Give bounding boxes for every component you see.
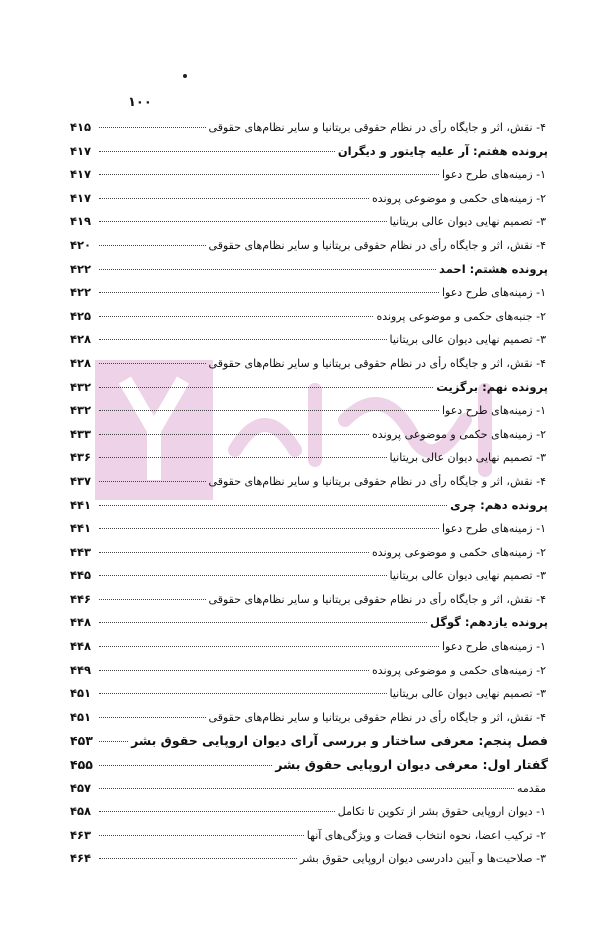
toc-entry-title: ۲- زمینه‌های حکمی و موضوعی پرونده <box>372 427 546 441</box>
dot-leader <box>99 127 206 128</box>
toc-entry-title: ۲- جنبه‌های حکمی و موضوعی پرونده <box>376 309 546 323</box>
toc-entry-page: ۴۴۹ <box>70 662 92 677</box>
toc-entry-page: ۴۴۸ <box>70 639 92 654</box>
toc-entry-title: ۴- نقش، اثر و جایگاه رأی در نظام حقوقی بریتانیا و سایر نظام‌های حقوقی <box>208 710 546 724</box>
toc-entry-title: ۳- تصمیم نهایی دیوان عالی بریتانیا <box>389 687 546 701</box>
toc-entry-page: ۴۴۶ <box>70 591 92 606</box>
toc-entry <box>70 356 548 380</box>
toc-entry <box>70 120 548 144</box>
toc-entry-title: پرونده دهم: چری <box>450 497 548 512</box>
toc-entry <box>70 498 548 522</box>
dot-leader <box>99 622 427 623</box>
dot-leader <box>99 363 206 364</box>
toc-entry <box>70 167 548 191</box>
toc-entry-title: گفتار اول: معرفی دیوان اروپایی حقوق بشر <box>275 757 548 773</box>
dot-leader <box>99 528 439 529</box>
dot-leader <box>99 835 304 836</box>
page-number: ۱۰۰ <box>128 95 152 110</box>
toc-entry-title: پرونده هشتم: احمد <box>439 261 548 276</box>
table-of-contents <box>70 120 548 875</box>
toc-entry <box>70 733 548 757</box>
page-dot-mark <box>183 74 187 78</box>
toc-entry-title: ۴- نقش، اثر و جایگاه رأی در نظام حقوقی بریتانیا و سایر نظام‌های حقوقی <box>208 474 546 488</box>
toc-entry-title: ۲- زمینه‌های حکمی و موضوعی پرونده <box>372 545 546 559</box>
dot-leader <box>99 505 447 506</box>
dot-leader <box>99 481 206 482</box>
toc-entry-page: ۴۲۲ <box>70 285 92 300</box>
toc-entry-title: ۱- زمینه‌های طرح دعوا <box>441 286 546 300</box>
dot-leader <box>99 198 369 199</box>
toc-entry-page: ۴۲۰ <box>70 237 92 252</box>
toc-entry-page: ۴۴۱ <box>70 521 92 536</box>
dot-leader <box>99 765 272 766</box>
dot-leader <box>99 457 387 458</box>
toc-entry-page: ۴۳۲ <box>70 403 92 418</box>
dot-leader <box>99 316 373 317</box>
toc-entry-title: ۳- تصمیم نهایی دیوان عالی بریتانیا <box>389 215 546 229</box>
dot-leader <box>99 552 369 553</box>
dot-leader <box>99 693 387 694</box>
toc-entry-page: ۴۱۷ <box>70 167 92 182</box>
toc-entry <box>70 332 548 356</box>
toc-entry-title: ۱- زمینه‌های طرح دعوا <box>441 168 546 182</box>
toc-entry-page: ۴۵۷ <box>70 780 92 795</box>
toc-entry <box>70 568 548 592</box>
toc-entry <box>70 450 548 474</box>
toc-entry-title: ۴- نقش، اثر و جایگاه رأی در نظام حقوقی بریتانیا و سایر نظام‌های حقوقی <box>208 356 546 370</box>
dot-leader <box>99 221 387 222</box>
dot-leader <box>99 174 439 175</box>
toc-entry <box>70 144 548 168</box>
toc-entry-title: ۴- نقش، اثر و جایگاه رأی در نظام حقوقی بریتانیا و سایر نظام‌های حقوقی <box>208 592 546 606</box>
toc-entry <box>70 545 548 569</box>
dot-leader <box>99 151 335 152</box>
toc-entry <box>70 639 548 663</box>
dot-leader <box>99 741 128 742</box>
toc-entry-title: ۳- تصمیم نهایی دیوان عالی بریتانیا <box>389 451 546 465</box>
toc-entry <box>70 238 548 262</box>
toc-entry-page: ۴۶۴ <box>70 851 92 866</box>
dot-leader <box>99 410 439 411</box>
toc-entry-page: ۴۱۷ <box>70 190 92 205</box>
dot-leader <box>99 339 387 340</box>
toc-entry-page: ۴۵۱ <box>70 686 92 701</box>
toc-entry-title: ۳- تصمیم نهایی دیوان عالی بریتانیا <box>389 333 546 347</box>
toc-entry-title: ۲- زمینه‌های حکمی و موضوعی پرونده <box>372 191 546 205</box>
toc-entry <box>70 285 548 309</box>
toc-entry-title: ۲- ترکیب اعضا، نحوه انتخاب قضات و ویژگی‌های آنها <box>306 828 546 842</box>
dot-leader <box>99 646 439 647</box>
dot-leader <box>99 245 206 246</box>
toc-entry-title: ۱- دیوان اروپایی حقوق بشر از تکوین تا تکامل <box>337 805 546 819</box>
toc-entry-title: مقدمه <box>516 781 546 795</box>
toc-entry-page: ۴۵۳ <box>70 733 93 749</box>
dot-leader <box>99 292 439 293</box>
toc-entry <box>70 828 548 852</box>
toc-entry-title: ۴- نقش، اثر و جایگاه رأی در نظام حقوقی بریتانیا و سایر نظام‌های حقوقی <box>208 121 546 134</box>
toc-entry-title: ۱- زمینه‌های طرح دعوا <box>441 640 546 654</box>
toc-entry-title: پرونده هفتم: آر علیه چایتور و دیگران <box>337 143 548 158</box>
toc-entry-page: ۴۴۵ <box>70 568 92 583</box>
dot-leader <box>99 670 369 671</box>
toc-entry-page: ۴۳۲ <box>70 379 92 394</box>
toc-entry-page: ۴۲۵ <box>70 308 92 323</box>
toc-entry-page: ۴۵۱ <box>70 709 92 724</box>
toc-entry-page: ۴۴۱ <box>70 497 92 512</box>
toc-entry-title: ۱- زمینه‌های طرح دعوا <box>441 522 546 536</box>
toc-entry <box>70 592 548 616</box>
toc-entry <box>70 521 548 545</box>
toc-entry-title: پرونده نهم: برگزیت <box>436 379 548 394</box>
dot-leader <box>99 599 206 600</box>
toc-entry <box>70 474 548 498</box>
toc-entry <box>70 781 548 805</box>
dot-leader <box>99 811 335 812</box>
dot-leader <box>99 717 206 718</box>
toc-entry-page: ۴۱۵ <box>70 120 92 134</box>
toc-entry-page: ۴۳۶ <box>70 450 92 465</box>
toc-entry <box>70 804 548 828</box>
toc-entry-page: ۴۳۷ <box>70 473 92 488</box>
dot-leader <box>99 387 433 388</box>
dot-leader <box>99 269 436 270</box>
toc-entry-page: ۴۶۳ <box>70 827 92 842</box>
toc-entry-title: فصل پنجم: معرفی ساختار و بررسی آرای دیوان اروپایی حقوق بشر <box>131 733 548 749</box>
toc-entry-title: پرونده یازدهم: گوگل <box>430 615 548 630</box>
toc-entry <box>70 851 548 875</box>
toc-entry <box>70 427 548 451</box>
toc-entry <box>70 663 548 687</box>
toc-entry-page: ۴۱۷ <box>70 143 92 158</box>
toc-entry-page: ۴۵۸ <box>70 804 92 819</box>
toc-entry <box>70 757 548 781</box>
dot-leader <box>99 575 387 576</box>
toc-entry-title: ۴- نقش، اثر و جایگاه رأی در نظام حقوقی بریتانیا و سایر نظام‌های حقوقی <box>208 238 546 252</box>
dot-leader <box>99 858 297 859</box>
toc-entry-page: ۴۲۸ <box>70 332 92 347</box>
toc-entry-page: ۴۴۸ <box>70 615 92 630</box>
toc-entry-page: ۴۳۳ <box>70 426 92 441</box>
toc-entry <box>70 615 548 639</box>
dot-leader <box>99 434 369 435</box>
toc-entry-page: ۴۵۵ <box>70 757 93 773</box>
toc-entry-title: ۳- صلاحیت‌ها و آیین دادرسی دیوان اروپایی حقوق بشر <box>299 852 546 866</box>
toc-entry <box>70 191 548 215</box>
toc-entry-title: ۳- تصمیم نهایی دیوان عالی بریتانیا <box>389 569 546 583</box>
toc-entry <box>70 403 548 427</box>
toc-entry <box>70 214 548 238</box>
toc-entry <box>70 710 548 734</box>
dot-leader <box>99 788 514 789</box>
toc-entry-page: ۴۴۳ <box>70 544 92 559</box>
toc-entry <box>70 262 548 286</box>
toc-entry <box>70 686 548 710</box>
toc-entry-page: ۴۲۲ <box>70 261 92 276</box>
toc-entry-page: ۴۱۹ <box>70 214 92 229</box>
toc-entry-title: ۲- زمینه‌های حکمی و موضوعی پرونده <box>372 663 546 677</box>
toc-entry <box>70 380 548 404</box>
toc-entry-title: ۱- زمینه‌های طرح دعوا <box>441 404 546 418</box>
toc-entry-page: ۴۲۸ <box>70 355 92 370</box>
toc-entry <box>70 309 548 333</box>
